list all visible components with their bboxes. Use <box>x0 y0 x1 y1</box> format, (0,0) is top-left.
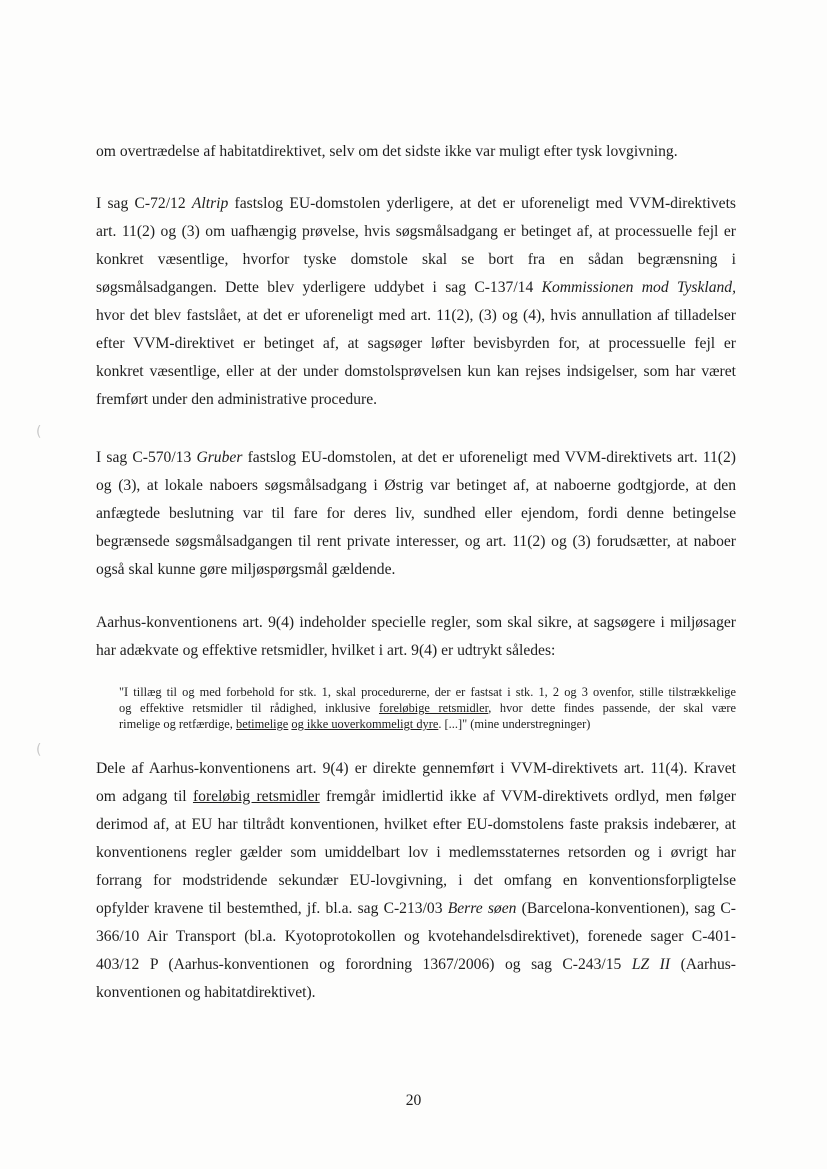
text-line: forrang for modstridende sekundær EU-lovgivning, i det omfang en konventionsforpligtelse <box>96 872 736 889</box>
block-quote-aarhus-art-9-4 <box>119 684 736 732</box>
text-line: 366/10 Air Transport (bl.a. Kyotoprotokollen og kvotehandelsdirektivet), forenede sager C-401- <box>96 928 736 945</box>
paragraph-habitat-continuation <box>96 138 736 166</box>
paragraph-aarhus-intro <box>96 609 736 665</box>
case-name-italic: LZ II <box>631 956 671 973</box>
text-line: konkret væsentlige, eller at der under domstolsprøvelsen kun kan rejses indsigelser, som har været <box>96 363 736 380</box>
text-line: anfægtede beslutning var til fare for deres liv, sundhed eller ejendom, fordi denne betingelse <box>96 505 736 522</box>
scan-artifact-mark: ( <box>36 742 42 758</box>
text-line: Aarhus-konventionens art. 9(4) indeholder specielle regler, som skal sikre, at sagsøgere i miljøsager <box>96 614 736 631</box>
text-line: 403/12 P (Aarhus-konventionen og forordning 1367/2006) og sag C-243/15 LZ II (Aarhus- <box>96 956 736 973</box>
underlined-emphasis: foreløbige retsmidler <box>379 701 489 715</box>
text-line: har adækvate og effektive retsmidler, hvilket i art. 9(4) er udtrykt således: <box>96 642 556 659</box>
paragraph-altrip <box>96 190 736 414</box>
text-line: Dele af Aarhus-konventionens art. 9(4) er direkte gennemført i VVM-direktivets art. 11(4). Kravet <box>96 760 736 777</box>
text-line: derimod af, at EU har tiltrådt konventionen, hvilket efter EU-domstolens faste praksis indebærer, at <box>96 816 736 833</box>
text-line: også skal kunne gøre miljøspørgsmål gældende. <box>96 561 396 578</box>
underlined-emphasis: foreløbig retsmidler <box>192 788 320 805</box>
text-line: om adgang til foreløbig retsmidler fremgår imidlertid ikke af VVM-direktivets ordlyd, men følger <box>96 788 736 805</box>
case-name-italic: Altrip <box>191 195 229 212</box>
page-number: 20 <box>405 1092 422 1109</box>
text-line: fremført under den administrative procedure. <box>96 391 378 408</box>
text-line: konventionens regler gælder som umiddelbart lov i medlemsstaternes retsorden og i øvrigt har <box>96 844 736 861</box>
text-line: I sag C-570/13 Gruber fastslog EU-domstolen, at det er uforeneligt med VVM-direktivets art. 11(2) <box>96 449 736 466</box>
case-name-italic: Berre søen <box>447 900 517 917</box>
text-line: I sag C-72/12 Altrip fastslog EU-domstolen yderligere, at det er uforeneligt med VVM-direktivets <box>96 195 737 212</box>
case-name-italic: Gruber <box>196 449 243 466</box>
text-line: begrænsede søgsmålsadgangen til rent private interesser, og art. 11(2) og (3) forudsætter, at naboer <box>96 533 736 550</box>
paragraph-gruber <box>96 444 736 584</box>
text-line: konventionen og habitatdirektivet). <box>96 984 316 1001</box>
scan-artifact-mark: ( <box>36 424 42 440</box>
text-line: "I tillæg til og med forbehold for stk. 1, skal procedurerne, der er fastsat i stk. 1, 2 og 3 ovenfor, stille tilstrækkelige <box>119 685 736 699</box>
text-line: rimelige og retfærdige, betimelige og ikke uoverkommeligt dyre. [...]" (mine understregninger) <box>119 717 591 731</box>
underlined-emphasis: og ikke uoverkommeligt dyre <box>291 717 439 731</box>
text-line: hvor det blev fastslået, at det er uforeneligt med art. 11(2), (3) og (4), hvis annullation af tilladelser <box>96 307 736 324</box>
text-line: efter VVM-direktivet er betinget af, at sagsøger løfter bevisbyrden for, at processuelle fejl er <box>96 335 736 352</box>
underlined-emphasis: betimelige <box>236 717 289 731</box>
text-line: søgsmålsadgangen. Dette blev yderligere uddybet i sag C-137/14 Kommissionen mod Tyskland, <box>96 279 736 296</box>
text-line: og effektive retsmidler til rådighed, inklusive foreløbige retsmidler, hvor dette findes passende, der skal være <box>119 701 736 715</box>
text-line: opfylder kravene til bestemthed, jf. bl.a. sag C-213/03 Berre søen (Barcelona-konventionen), sag C- <box>96 900 736 917</box>
paragraph-aarhus-implementation <box>96 755 736 1007</box>
text-line: og (3), at lokale naboers søgsmålsadgang i Østrig var betinget af, at naboerne godtgjorde, at den <box>96 477 736 494</box>
text-line: om overtrædelse af habitatdirektivet, selv om det sidste ikke var muligt efter tysk lovgivning. <box>96 143 678 160</box>
case-name-italic: Kommissionen mod Tyskland, <box>541 279 736 296</box>
text-line: art. 11(2) og (3) om uafhængig prøvelse, hvis søgsmålsadgang er betinget af, at processuelle fejl er <box>96 223 736 240</box>
text-line: konkret væsentlige, hvorfor tyske domstole skal se bort fra en sådan begrænsning i <box>96 251 736 268</box>
